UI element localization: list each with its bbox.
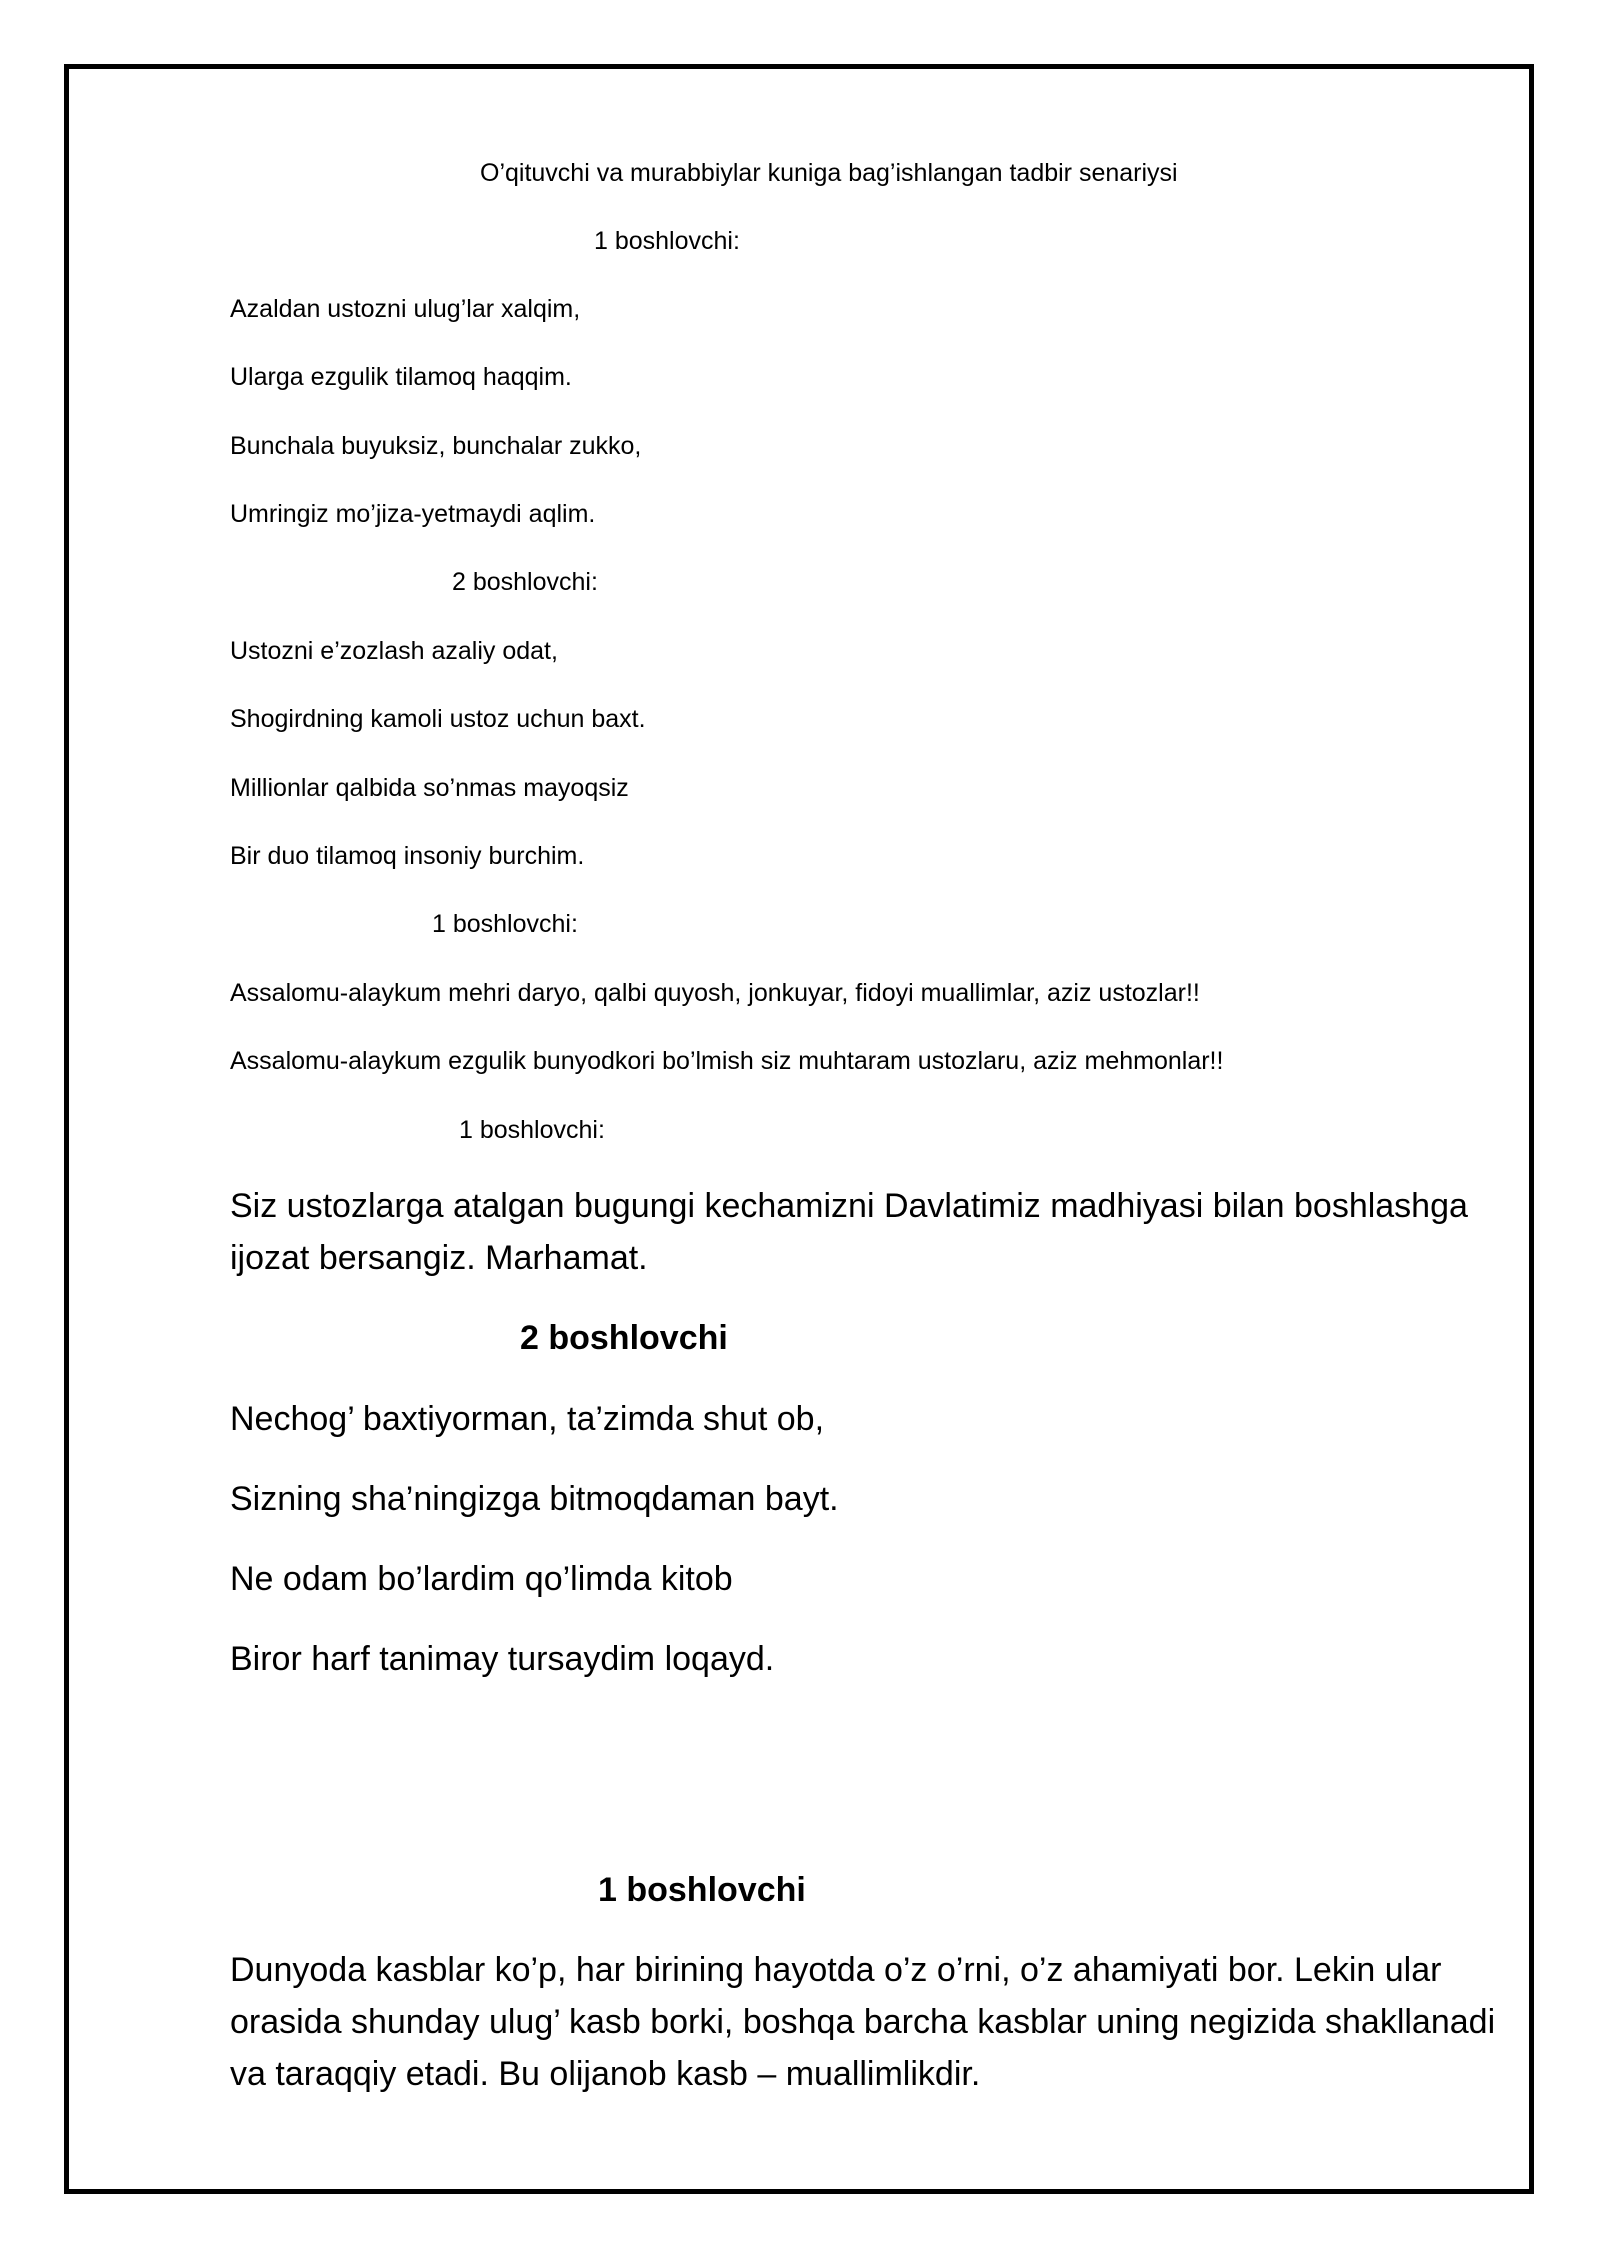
speaker-label: 1 boshlovchi: bbox=[594, 227, 740, 255]
verse-line: Ne odam bo’lardim qo’limda kitob bbox=[230, 1560, 733, 1598]
verse-line: Bunchala buyuksiz, bunchalar zukko, bbox=[230, 432, 642, 460]
verse-line: Millionlar qalbida so’nmas mayoqsiz bbox=[230, 774, 629, 802]
greeting-line: Assalomu-alaykum ezgulik bunyodkori bo’lmish siz muhtaram ustozlaru, aziz mehmonlar!! bbox=[230, 1047, 1224, 1075]
verse-line: Shogirdning kamoli ustoz uchun baxt. bbox=[230, 705, 646, 733]
verse-line: Ularga ezgulik tilamoq haqqim. bbox=[230, 363, 572, 391]
verse-line: Sizning sha’ningizga bitmoqdaman bayt. bbox=[230, 1480, 839, 1518]
speaker-label: 2 boshlovchi: bbox=[452, 568, 598, 596]
verse-line: Umringiz mo’jiza-yetmaydi aqlim. bbox=[230, 500, 596, 528]
verse-line: Bir duo tilamoq insoniy burchim. bbox=[230, 842, 585, 870]
speaker-label: 1 boshlovchi bbox=[598, 1871, 806, 1909]
verse-line: Ustozni e’zozlash azaliy odat, bbox=[230, 637, 558, 665]
paragraph: Dunyoda kasblar ko’p, har birining hayotda o’z o’rni, o’z ahamiyati bor. Lekin ular orasida shunday ulug’ kasb borki, boshqa barcha kasblar uning negizida shakllanadi va taraqqiy etadi. Bu olijanob kasb – muallimlikdir. bbox=[230, 1951, 1496, 2093]
verse-line: Nechog’ baxtiyorman, ta’zimda shut ob, bbox=[230, 1400, 825, 1438]
verse-line: Biror harf tanimay tursaydim loqayd. bbox=[230, 1640, 775, 1678]
speaker-label: 2 boshlovchi bbox=[520, 1319, 728, 1357]
paragraph: Siz ustozlarga atalgan bugungi kechamizni Davlatimiz madhiyasi bilan boshlashga ijozat bersangiz. Marhamat. bbox=[230, 1187, 1468, 1277]
speaker-label: 1 boshlovchi: bbox=[459, 1116, 605, 1144]
verse-line: Azaldan ustozni ulug’lar xalqim, bbox=[230, 295, 581, 323]
speaker-label: 1 boshlovchi: bbox=[432, 910, 578, 938]
greeting-line: Assalomu-alaykum mehri daryo, qalbi quyosh, jonkuyar, fidoyi muallimlar, aziz ustozlar!! bbox=[230, 979, 1200, 1007]
document-title: O’qituvchi va murabbiylar kuniga bag’ishlangan tadbir senariysi bbox=[480, 159, 1178, 187]
